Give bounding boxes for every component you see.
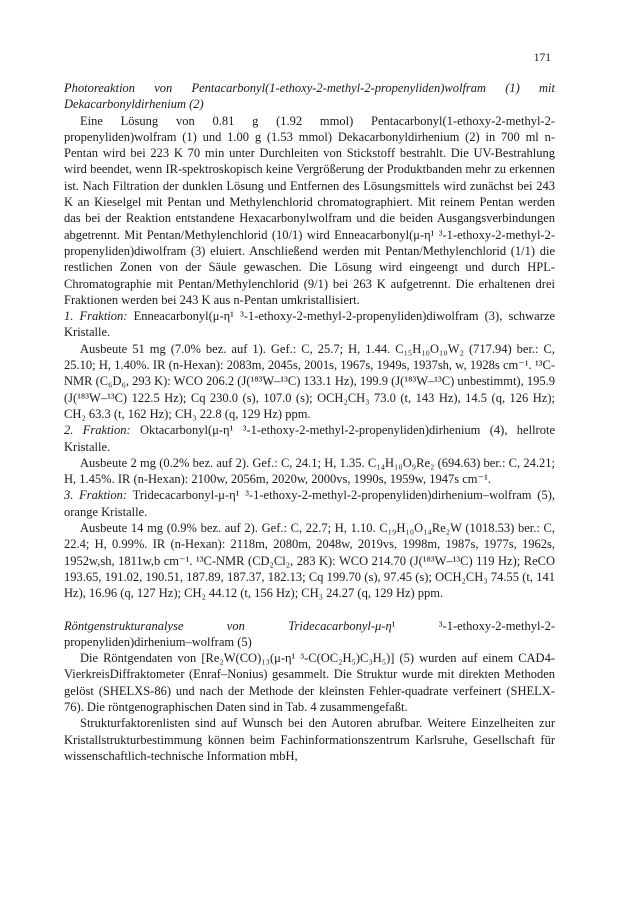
- fraction-1-label: 1. Fraktion:: [64, 309, 128, 324]
- paragraph-xray-data: Die Röntgendaten von [Re₂W(CO)₁₃(μ-η¹ ³-C(OC₂H₅)C₃H₅)] (5) wurden auf einem CAD4-VierkreisDiffraktometer (Enraf–Nonius) gesammelt. Die Struktur wurde mit direkten Methoden gelöst (SHELXS-86) und nach der Methode der kleinsten Fehler-quadrate verfeinert (SHELX-76). Die röntgenographischen Daten sind in Tab. 4 zusammengefaßt.: [64, 651, 555, 714]
- section-spacer: [64, 602, 555, 618]
- fraction-3-title: Tridecacarbonyl-μ-η¹ ³-1-ethoxy-2-methyl-2-propenyliden)dirhenium–wolfram (5), orange Kristalle.: [64, 488, 555, 519]
- paragraph-procedure: Eine Lösung von 0.81 g (1.92 mmol) Pentacarbonyl(1-ethoxy-2-methyl-2-propenyliden)wolfram (1) und 1.00 g (1.53 mmol) Dekacarbonyldirhenium (2) in 700 ml n-Pentan wird bei 223 K 70 min unter Durchleiten von Stickstoff bestrahlt. Die UV-Bestrahlung wird beendet, wenn IR-spektroskopisch keine Vergrößerung der Produktbanden mehr zu erkennen ist. Nach Filtration der dunklen Lösung und Entfernen des Lösungsmittels wird zunächst bei 243 K an Kieselgel mit Pentan und Methylenchlorid chromatographiert. Mit reinem Pentan werden das bei der Reaktion entstandene Hexacarbonylwolfram und die beiden Ausgangsverbindungen abgetrennt. Mit Pentan/Methylenchlorid (10/1) wird Enneacarbonyl(μ-η¹ ³-1-ethoxy-2-methyl-2-propenyliden)diwolfram (3) eluiert. Anschließend werden mit Pentan/Methylenchlorid (1/1) die restlichen Zonen von der Säule gewaschen. Die Lösung wird eingeengt und durch HPL-Chromatographie mit Pentan/Methylenchlorid (9/1) bei 263 K aufgetrennt. Die erhaltenen drei Fraktionen werden bei 243 K aus n-Pentan umkristallisiert.: [64, 113, 555, 307]
- section-heading-xray: [64, 618, 555, 651]
- paragraph-structure-factors: Strukturfaktorenlisten sind auf Wunsch bei den Autoren abrufbar. Weitere Einzelheiten zur Kristallstrukturbestimmung können beim Fachinformationszentrum Karlsruhe, Gesellschaft für wissenschaftlich-technische Information mbH,: [64, 716, 555, 763]
- xray-heading-italic: Röntgenstrukturanalyse von Tridecacarbonyl-μ-η: [64, 618, 392, 633]
- fraction-2-label: 2. Fraktion:: [64, 423, 131, 438]
- page-content: [64, 80, 555, 764]
- fraction-2-title: Oktacarbonyl(μ-η¹ ³-1-ethoxy-2-methyl-2-propenyliden)dirhenium (4), hellrote Kristalle.: [64, 423, 555, 454]
- fraction-3-header: [64, 487, 555, 520]
- xray-heading-rest: ¹ ³-1-ethoxy-2-methyl-2-propenyliden)dirhenium–wolfram (5): [64, 618, 555, 649]
- fraction-3-label: 3. Fraktion:: [64, 488, 128, 503]
- fraction-2-details: Ausbeute 2 mg (0.2% bez. auf 2). Gef.: C, 24.1; H, 1.35. C₁₄H₁₀O₉Re₂ (694.63) ber.: C, 24.21; H, 1.45%. IR (n-Hexan): 2100w, 2056m, 2020w, 2000vs, 1990s, 1959w, 1947s cm⁻¹.: [64, 455, 555, 487]
- fraction-1-details: Ausbeute 51 mg (7.0% bez. auf 1). Gef.: C, 25.7; H, 1.44. C₁₅H₁₀O₁₀W₂ (717.94) ber.: C, 25.10; H, 1.40%. IR (n-Hexan): 2083m, 2045s, 2001s, 1967s, 1949s, 1937sh, w, 1928s cm⁻¹. ¹³C-NMR (C₆D₆, 293 K): WCO 206.2 (J(¹⁸³W–¹³C) 133.1 Hz), 199.9 (J(¹⁸³W–¹³C) unbestimmt), 195.9 (J(¹⁸³W–¹³C) 122.5 Hz); Cq 230.0 (s), 107.0 (s); OCH₂CH₃ 73.0 (t, 143 Hz), 14.5 (q, 126 Hz); CH₂ 63.3 (t, 162 Hz); CH₃ 22.8 (q, 129 Hz) ppm.: [64, 341, 555, 421]
- fraction-1-title: Enneacarbonyl(μ-η¹ ³-1-ethoxy-2-methyl-2-propenyliden)diwolfram (3), schwarze Kristalle.: [64, 309, 555, 340]
- fraction-2-header: [64, 422, 555, 455]
- fraction-3-details: Ausbeute 14 mg (0.9% bez. auf 2). Gef.: C, 22.7; H, 1.10. C₁₉H₁₀O₁₄Re₂W (1018.53) ber.: C, 22.4; H, 0.99%. IR (n-Hexan): 2118m, 2080m, 2048w, 2019vs, 1998m, 1987s, 1977s, 1962s, 1952w,sh, 1811w,b cm⁻¹. ¹³C-NMR (CD₂Cl₂, 283 K): WCO 214.70 (J(¹⁸³W–¹³C) 119 Hz); ReCO 193.65, 191.02, 190.51, 187.89, 187.37, 182.13; Cq 199.70 (s), 97.45 (s); OCH₂CH₃ 74.55 (t, 141 Hz), 16.96 (q, 127 Hz); CH₂ 44.12 (t, 156 Hz); CH₃ 24.27 (q, 129 Hz) ppm.: [64, 521, 555, 601]
- section-heading-photoreaction: Photoreaktion von Pentacarbonyl(1-ethoxy-2-methyl-2-propenyliden)wolfram (1) mit Dekacarbonyldirhenium (2): [64, 81, 555, 112]
- page-number: 171: [533, 52, 551, 64]
- fraction-1-header: [64, 308, 555, 341]
